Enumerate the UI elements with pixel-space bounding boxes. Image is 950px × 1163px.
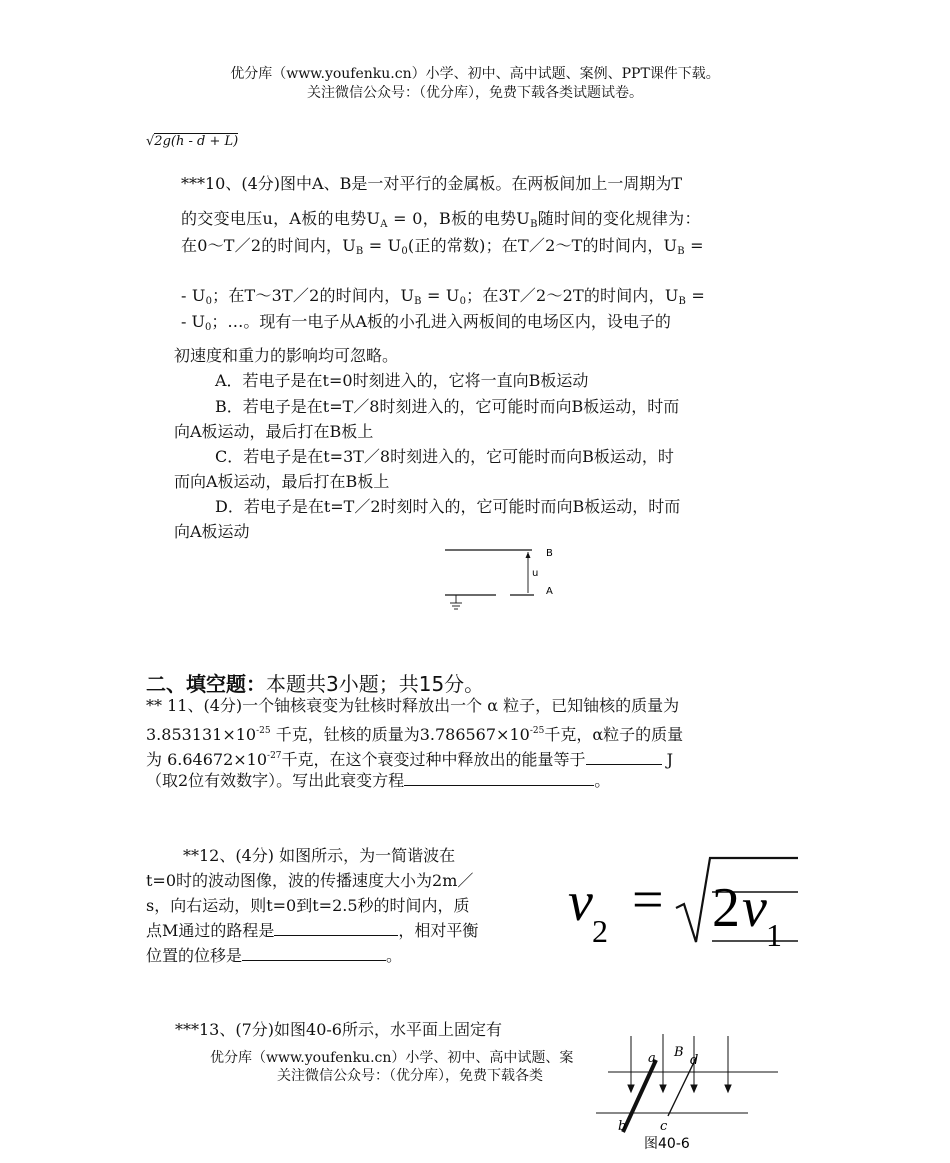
q11-l2-a: 3.853131×10 <box>146 725 257 744</box>
label-fig-b: b <box>618 1119 627 1134</box>
q10-l4-sub3: 0 <box>459 296 467 307</box>
q10-l5-sub: 0 <box>204 322 212 333</box>
q10-l2-c: 随时间的变化规律为： <box>537 209 701 228</box>
q10-l4-d: ；在3T／2～2T的时间内，U <box>466 286 679 305</box>
q10-l2-sub2: B <box>530 219 538 230</box>
q10-l3-c: (正的常数)；在T／2～T的时间内，U <box>407 236 678 255</box>
field-arrow-3-head <box>691 1085 697 1092</box>
q10-option-b-line-2: 向A板运动，最后打在B板上 <box>174 422 374 441</box>
energy-answer-blank[interactable] <box>586 750 662 765</box>
q10-l2-sub: A <box>380 219 388 230</box>
q10-l4-c: = U <box>421 286 460 305</box>
q12-line-5 <box>146 944 402 968</box>
q12-l4-a: 点M通过的路程是 <box>146 921 275 940</box>
formula-coef-2: 2 <box>712 877 740 939</box>
q11-l2-exp: -25 <box>256 726 271 736</box>
q11-l3-exp: -27 <box>267 751 282 761</box>
q12-line-4 <box>146 919 478 943</box>
field-arrow-1-head <box>628 1085 634 1092</box>
field-arrow-4-head <box>725 1085 731 1092</box>
q10-l3-d: = <box>684 236 704 255</box>
q10-l2-b: = 0，B板的电势U <box>387 209 531 228</box>
section-2-rest: 本题共3小题；共15分。 <box>266 672 485 696</box>
q12-l4-b: ，相对平衡 <box>398 921 479 940</box>
q11-l4-b: 。 <box>594 771 611 790</box>
q10-l3-b: = U <box>363 236 402 255</box>
q11-l2-exp2: -25 <box>529 726 545 736</box>
footer-line-1 <box>210 1050 573 1067</box>
q10-l4-b: ；在T～3T／2的时间内，U <box>212 286 415 305</box>
q11-l3-c: J <box>661 750 674 769</box>
label-fig-a: a <box>648 1051 656 1066</box>
formula-v2: v <box>568 871 593 933</box>
q11-l2-c: 千克，α粒子的质量 <box>544 725 684 744</box>
q11-l3-b: 千克，在这个衰变过种中释放出的能量等于 <box>281 750 586 769</box>
label-u: u <box>532 568 539 579</box>
q10-line-6: 初速度和重力的影响均可忽略。 <box>174 346 399 365</box>
label-fig-c: c <box>660 1119 668 1134</box>
figure-caption: 图40-6 <box>644 1136 690 1152</box>
q10-l4-sub2: B <box>414 296 422 307</box>
displacement-answer-blank[interactable] <box>242 946 386 961</box>
path-answer-blank[interactable] <box>274 921 398 936</box>
q10-l5-a: - U <box>181 312 205 331</box>
figure-40-6 <box>588 1030 788 1154</box>
footer-line-2: 关注微信公众号：（优分库），免费下载各类 <box>277 1068 543 1084</box>
q11-l3-a: 为 6.64672×10 <box>146 750 268 769</box>
q10-line-3 <box>181 234 704 264</box>
q10-option-d-line-1: D．若电子是在t=T／2时刻时入的，它可能时而向B板运动，时而 <box>215 497 681 516</box>
formula-equals: = <box>632 869 664 931</box>
label-fig-d: d <box>690 1053 699 1068</box>
field-arrow-2-head <box>660 1085 666 1092</box>
label-a: A <box>546 586 553 597</box>
label-b: B <box>546 548 553 559</box>
q10-l5-b: ；…。现有一电子从A板的小孔进入两板间的电场区内，设电子的 <box>211 312 671 331</box>
q10-option-b-line-1: B．若电子是在t=T／8时刻进入的，它可能时而向B板运动，时而 <box>215 397 680 416</box>
footer-line-1-text: 优分库（www.youfenku.cn）小学、初中、高中试题、 <box>210 1050 560 1066</box>
velocity-formula <box>560 846 810 956</box>
q11-line-1: ** 11、(4分)一个铀核衰变为钍核时释放出一个 α 粒子，已知铀核的质量为 <box>146 696 680 715</box>
sqrt-body: 2g(h - d + L) <box>154 134 239 149</box>
q10-l4-a: - U <box>181 286 206 305</box>
q10-line-1: ***10、(4分)图中A、B是一对平行的金属板。在两板间加上一周期为T <box>181 174 683 193</box>
q11-l2-b: 千克，钍核的质量为3.786567×10 <box>270 725 530 744</box>
q10-l4-e: = <box>686 286 705 305</box>
q10-option-c-line-1: C．若电子是在t=3T／8时刻进入的，它可能时而向B板运动，时 <box>215 447 674 466</box>
section-2-title: 二、填空题： <box>146 672 266 696</box>
q11-line-3 <box>146 744 673 772</box>
q12-line-2: t=0时的波动图像，波的传播速度大小为2m／ <box>146 871 474 890</box>
q11-line-4 <box>146 769 610 793</box>
formula-v1-sub: 1 <box>766 917 782 953</box>
q10-l2-a: 的交变电压u，A板的电势U <box>181 209 381 228</box>
q10-l4-sub: 0 <box>205 296 213 307</box>
q13-line-1: ***13、(7分)如图40-6所示，水平面上固定有 <box>175 1020 502 1039</box>
sqrt-sign: √ <box>146 134 155 149</box>
q10-l3-sub: B <box>355 246 364 257</box>
section-2-heading <box>146 668 484 697</box>
q11-line-2 <box>146 719 683 747</box>
equation-answer-blank[interactable] <box>404 771 594 786</box>
q10-option-a: A．若电子是在t=0时刻进入的，它将一直向B板运动 <box>215 371 589 390</box>
q10-l3-sub2: 0 <box>401 246 408 257</box>
q12-line-3: s，向右运动，则t=0到t=2.5秒的时间内，质 <box>146 896 470 915</box>
footer-line-1-cut: 案 <box>559 1050 574 1066</box>
q10-line-2 <box>181 207 701 237</box>
q12-l5-a: 位置的位移是 <box>146 946 243 965</box>
q10-l4-sub4: B <box>678 296 687 307</box>
header-line-2: 关注微信公众号：（优分库），免费下载各类试题试卷。 <box>307 85 643 101</box>
rod-ab <box>623 1060 656 1132</box>
q11-l4-a: （取2位有效数字）。写出此衰变方程 <box>146 771 405 790</box>
parallel-plates-figure <box>440 542 560 614</box>
q10-option-d-line-2: 向A板运动 <box>174 522 250 541</box>
q12-l5-b: 。 <box>386 946 403 965</box>
q10-option-c-line-2: 而向A板运动，最后打在B板上 <box>174 472 390 491</box>
label-fig-B: B <box>674 1045 684 1060</box>
q10-l3-sub3: B <box>677 246 685 257</box>
voltage-arrow-head <box>526 552 531 558</box>
header-line-1: 优分库（www.youfenku.cn）小学、初中、高中试题、案例、PPT课件下载。 <box>230 66 720 82</box>
formula-sqrt-expression <box>146 134 238 149</box>
formula-v2-sub: 2 <box>592 913 608 949</box>
q10-line-5 <box>181 310 671 340</box>
q12-line-1: **12、(4分) 如图所示，为一简谐波在 <box>183 846 456 865</box>
q10-l3-a: 在0～T／2的时间内，U <box>181 236 356 255</box>
formula-v1: v <box>742 877 767 939</box>
